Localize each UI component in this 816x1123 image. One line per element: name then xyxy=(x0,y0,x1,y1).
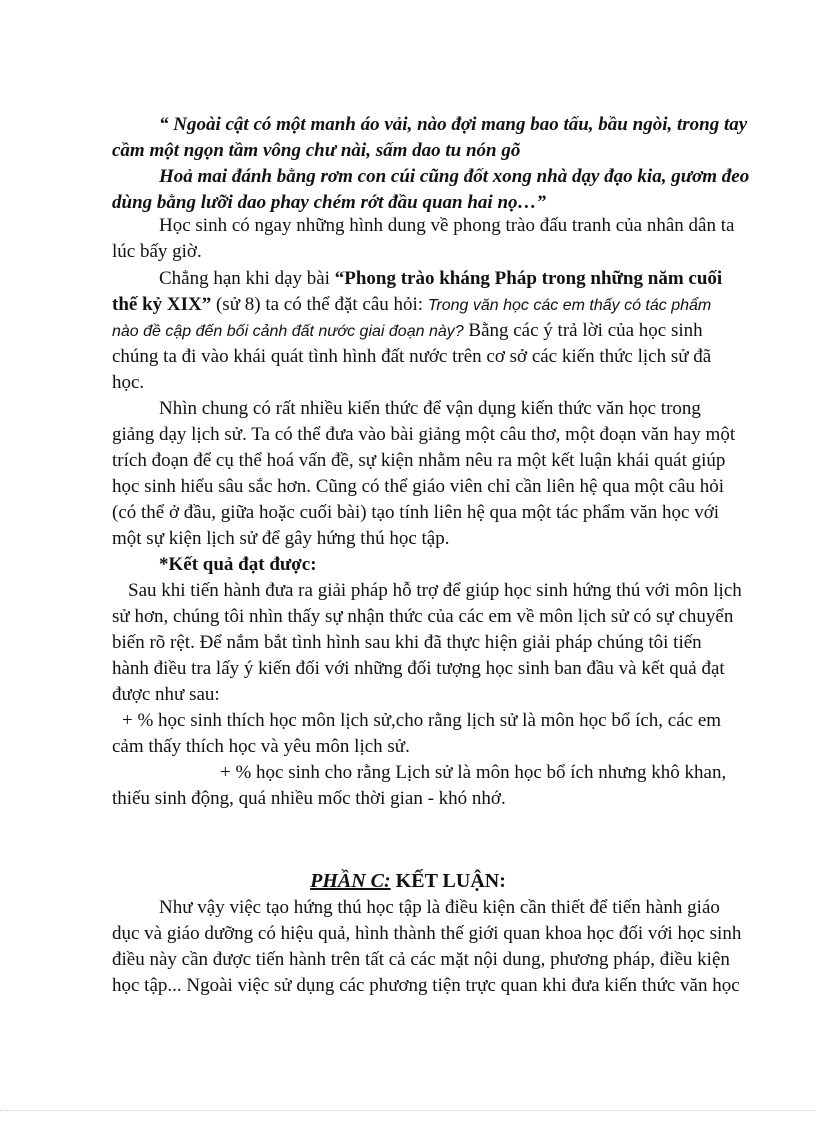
bullet-line: thiếu sinh động, quá nhiều mốc thời gian - khó nhớ. xyxy=(112,788,506,809)
results-body xyxy=(128,578,768,604)
paragraph-line: trích đoạn để cụ thể hoá vấn đề, sự kiện nhằm nêu ra một kết luận khái quát giúp xyxy=(112,450,726,471)
paragraph-line: Sau khi tiến hành đưa ra giải pháp hỗ trợ để giúp học sinh hứng thú với môn lịch xyxy=(128,580,742,601)
result-bullet-1-cont xyxy=(112,734,762,760)
poem-quote xyxy=(112,112,762,216)
conclusion-title: KẾT LUẬN: xyxy=(390,870,506,892)
paragraph-line: học sinh hiểu sâu sắc hơn. Cũng có thể giáo viên chỉ cần liên hệ qua một câu hỏi xyxy=(112,476,725,497)
part-label: PHẦN C: xyxy=(310,870,391,892)
paragraph-line: chúng ta đi vào khái quát tình hình đất nước trên cơ sở các kiến thức lịch sử đã xyxy=(112,346,712,367)
paragraph-line: một sự kiện lịch sử để gây hứng thú học tập. xyxy=(112,528,450,549)
bullet-line: + % học sinh cho rằng Lịch sử là môn học bổ ích nhưng khô khan, xyxy=(220,762,727,783)
paragraph-lesson-example xyxy=(112,266,762,396)
intro-text: Chẳng hạn khi dạy bài xyxy=(159,268,335,289)
lesson-title: thế kỷ XIX” xyxy=(112,294,212,315)
results-section xyxy=(112,552,762,578)
after-question-text: Bằng các ý trả lời của học sinh xyxy=(463,320,703,341)
quote-line: cầm một ngọn tầm vông chư nài, sấm dao tu nón gõ xyxy=(112,140,521,161)
paragraph-line: dục và giáo dưỡng có hiệu quả, hình thành thế giới quan khoa học đối với học sinh xyxy=(112,923,742,944)
paragraph-line: (có thể ở đầu, giữa hoặc cuối bài) tạo tính liên hệ qua một tác phẩm văn học với xyxy=(112,502,720,523)
paragraph-line: giảng dạy lịch sử. Ta có thể đưa vào bài giảng một câu thơ, một đoạn văn hay một xyxy=(112,424,736,445)
after-title-text: (sử 8) ta có thể đặt câu hỏi: xyxy=(211,294,428,315)
quote-line: Hoả mai đánh bằng rơm con cúi cũng đốt xong nhà dạy đạo kia, gươm đeo xyxy=(159,166,750,187)
paragraph-line: hành điều tra lấy ý kiến đối với những đối tượng học sinh ban đầu và kết quả đạt xyxy=(112,658,725,679)
bullet-line: + % học sinh thích học môn lịch sử,cho rằng lịch sử là môn học bổ ích, các em xyxy=(122,710,722,731)
conclusion-heading xyxy=(0,867,816,895)
result-bullet-1 xyxy=(122,708,762,734)
paragraph-line: học. xyxy=(112,372,145,393)
results-heading: *Kết quả đạt được: xyxy=(159,554,317,575)
paragraph-line: điều này cần được tiến hành trên tất cả các mặt nội dung, phương pháp, điều kiện xyxy=(112,949,730,970)
paragraph-line: sử hơn, chúng tôi nhìn thấy sự nhận thức của các em về môn lịch sử có sự chuyển xyxy=(112,606,734,627)
conclusion-body xyxy=(112,895,762,999)
paragraph-line: Như vậy việc tạo hứng thú học tập là điều kiện cần thiết để tiến hành giáo xyxy=(159,897,720,918)
paragraph-students-imagine xyxy=(112,213,762,265)
paragraph-line: biến rõ rệt. Để nắm bắt tình hình sau khi đã thực hiện giải pháp chúng tôi tiến xyxy=(112,632,702,653)
bullet-line: cảm thấy thích học và yêu môn lịch sử. xyxy=(112,736,410,757)
page-bottom-divider xyxy=(0,1110,816,1111)
question-text: nào đề cập đến bối cảnh đất nước giai đoạn này? xyxy=(112,323,464,340)
quote-line: “ Ngoài cật có một manh áo vải, nào đợi mang bao tấu, bầu ngòi, trong tay xyxy=(159,114,748,135)
paragraph-line xyxy=(112,318,762,344)
quote-line: dùng bằng lưỡi dao phay chém rớt đầu quan hai nọ…” xyxy=(112,192,547,213)
result-bullet-2 xyxy=(112,760,762,812)
paragraph-line: được như sau: xyxy=(112,684,220,705)
results-body-cont xyxy=(112,604,762,708)
paragraph-line: Nhìn chung có rất nhiều kiến thức để vận dụng kiến thức văn học trong xyxy=(159,398,701,419)
paragraph-line: học tập... Ngoài việc sử dụng các phương tiện trực quan khi đưa kiến thức văn học xyxy=(112,975,740,996)
paragraph-line xyxy=(112,266,762,292)
paragraph-overview xyxy=(112,396,762,552)
paragraph-line xyxy=(112,292,762,318)
lesson-title: “Phong trào kháng Pháp trong những năm cuối xyxy=(334,268,723,289)
question-text: Trong văn học các em thấy có tác phẩm xyxy=(427,297,712,314)
paragraph-line: lúc bấy giờ. xyxy=(112,241,202,262)
paragraph-line: Học sinh có ngay những hình dung về phong trào đấu tranh của nhân dân ta xyxy=(159,215,735,236)
